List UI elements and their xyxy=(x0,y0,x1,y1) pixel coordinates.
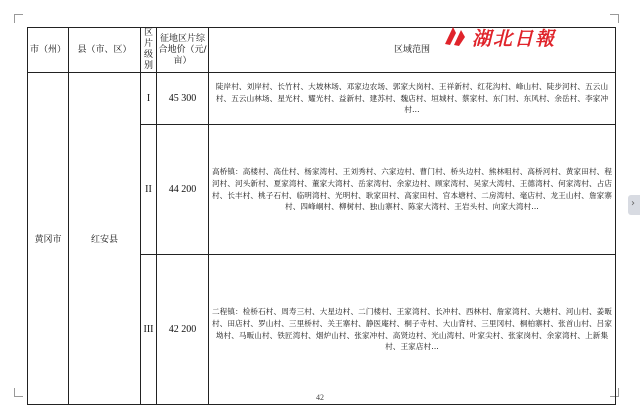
header-county: 县（市、区） xyxy=(69,28,141,73)
range-cell: 高桥镇：高楼村、高仕村、杨家湾村、王刘秀村、六家边村、曹门村、桥头边村、熊林咀村、高桥河村、黄家田村、程河村、河头新村、夏家湾村、董家大湾村、岳家湾村、余家边村、顾家湾村、吴家大湾村、王德湾村、何家湾村、占店村、长丰村、桃子石村、临明湾村、光明村、耿家田村、高家田村、官本塘村、二房湾村、毫店村、龙王山村、詹家寨村、四峰峒村、柳树村、独山寨村、陈家大湾村、王岩头村、向家大湾村… xyxy=(209,125,616,255)
level-cell: I xyxy=(141,73,157,125)
city-cell: 黄冈市 xyxy=(28,73,69,405)
level-cell: III xyxy=(141,255,157,405)
side-scroll-tab[interactable] xyxy=(628,195,640,215)
newspaper-watermark xyxy=(442,23,592,49)
county-cell: 红安县 xyxy=(69,73,141,405)
page-number: 42 xyxy=(316,393,324,402)
header-level: 区片级别 xyxy=(141,28,157,73)
chevron-right-icon: › xyxy=(631,198,635,209)
land-price-table xyxy=(27,27,616,405)
table-row xyxy=(28,73,616,125)
page-corner-mark xyxy=(14,14,23,23)
newspaper-logo-icon xyxy=(442,24,468,48)
header-price: 征地区片综合地价（元/亩） xyxy=(157,28,209,73)
page-corner-mark xyxy=(610,14,619,23)
header-city: 市（州） xyxy=(28,28,69,73)
level-cell: II xyxy=(141,125,157,255)
header-range: 区域范围 xyxy=(209,28,616,73)
price-cell: 42 200 xyxy=(157,255,209,405)
newspaper-watermark-text: 湖北日報 xyxy=(472,28,557,50)
price-cell: 44 200 xyxy=(157,125,209,255)
price-cell: 45 300 xyxy=(157,73,209,125)
range-cell: 二程镇：检桥石村、周寿三村、大星边村、二门楼村、王家湾村、长冲村、西林村、詹家湾村、大塘村、河山村、姜畈村、田店村、罗山村、三里桥村、关王寨村、静医庵村、桐子寺村、大山背村、三里冈村、桐柏寨村、张首山村、吕家坳村、马畈山村、铁匠湾村、烟炉山村、张家冲村、高贤边村、光山湾村、叶家尖村、张家岗村、余家湾村、上新集村、王家店村… xyxy=(209,255,616,405)
range-cell: 陡岸村、刘岸村、长竹村、大坡林场、邓家边农场、郭家大岗村、王祥新村、红花沟村、峰山村、陡步河村、五云山村、五云山林场、星光村、耀光村、益新村、建苏村、魏店村、垣城村、蔡家村、东门村、东风村、余岳村、李家冲村… xyxy=(209,73,616,125)
